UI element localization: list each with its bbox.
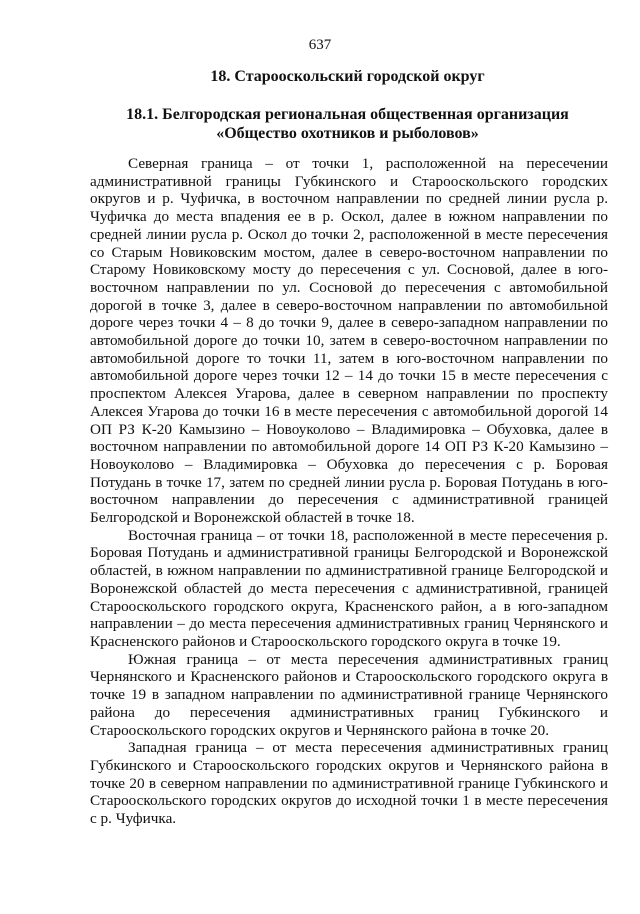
paragraph-north-boundary: Северная граница – от точки 1, расположенной на пересечении административной границы Губкинского и Старооскольского городских округов и р. Чуфичка, в восточном направлении по средней линии русла р. Чуфичка до места впадения ее в р. Оскол, далее в южном направлении по средней линии русла р. Оскол до точки 2, расположенной в месте пересечения со Старым Новиковским мостом, далее в северо-восточном направлении по Старому Новиковскому мосту до пересечения с ул. Сосновой, далее в юго-восточном направлении по ул. Сосновой до пересечения с автомобильной дорогой в точке 3, далее в северо-восточном направлении по автомобильной дороге через точки 4 – 8 до точки 9, далее в северо-западном направлении по автомобильной дороге до точки 10, затем в северо-восточном направлении по автомобильной дороге то точки 11, затем в юго-восточном направлении по автомобильной дороге через точки 12 – 14 до точки 15 в месте пересечения с проспектом Алексея Угарова, далее в северном направлении по проспекту Алексея Угарова до точки 16 в месте пересечения с автомобильной дорогой 14 ОП РЗ К-20 Камызино – Новоуколово – Владимировка – Обуховка, далее в восточном направлении по автомобильной дороге 14 ОП РЗ К-20 Камызино – Новоуколово – Владимировка – Обуховка до пересечения с р. Боровая Потудань в точке 17, затем по средней линии русла р. Боровая Потудань в юго-восточном направлении до пересечения с административной границей Белгородской и Воронежской областей в точке 18.	[90, 155, 608, 527]
section-title: 18. Старооскольский городской округ	[210, 68, 485, 85]
subsection-title-line-1: 18.1. Белгородская региональная общественная организация	[126, 106, 569, 123]
paragraph-south-boundary: Южная граница – от места пересечения административных границ Чернянского и Красненского районов и Старооскольского городского округа в точке 19 в западном направлении по административной границе Чернянского района до пересечения административных границ Губкинского и Старооскольского городских округов и Чернянского района в точке 20.	[90, 650, 608, 739]
paragraph-west-boundary: Западная граница – от места пересечения административных границ Губкинского и Старооскольского городских округов и Чернянского района в точке 20 в северном направлении по административной границе Губкинского и Старооскольского городских округов до исходной точки 1 в месте пересечения с р. Чуфичка.	[90, 739, 608, 828]
paragraph-east-boundary: Восточная граница – от точки 18, расположенной в месте пересечения р. Боровая Потудань и административной границы Белгородской и Воронежской областей, в южном направлении по административной границе Белгородской и Воронежской областей до места пересечения с административной, границей Старооскольского городского округа, Красненского район, а в юго-западном направлении – до места пересечения административных границ Чернянского и Красненского районов и Старооскольского городского округа в точке 19.	[90, 526, 608, 650]
page-number: 637	[308, 37, 332, 53]
document-body	[90, 155, 608, 828]
subsection-title	[90, 105, 605, 143]
subsection-title-line-2: «Общество охотников и рыболовов»	[216, 125, 479, 142]
